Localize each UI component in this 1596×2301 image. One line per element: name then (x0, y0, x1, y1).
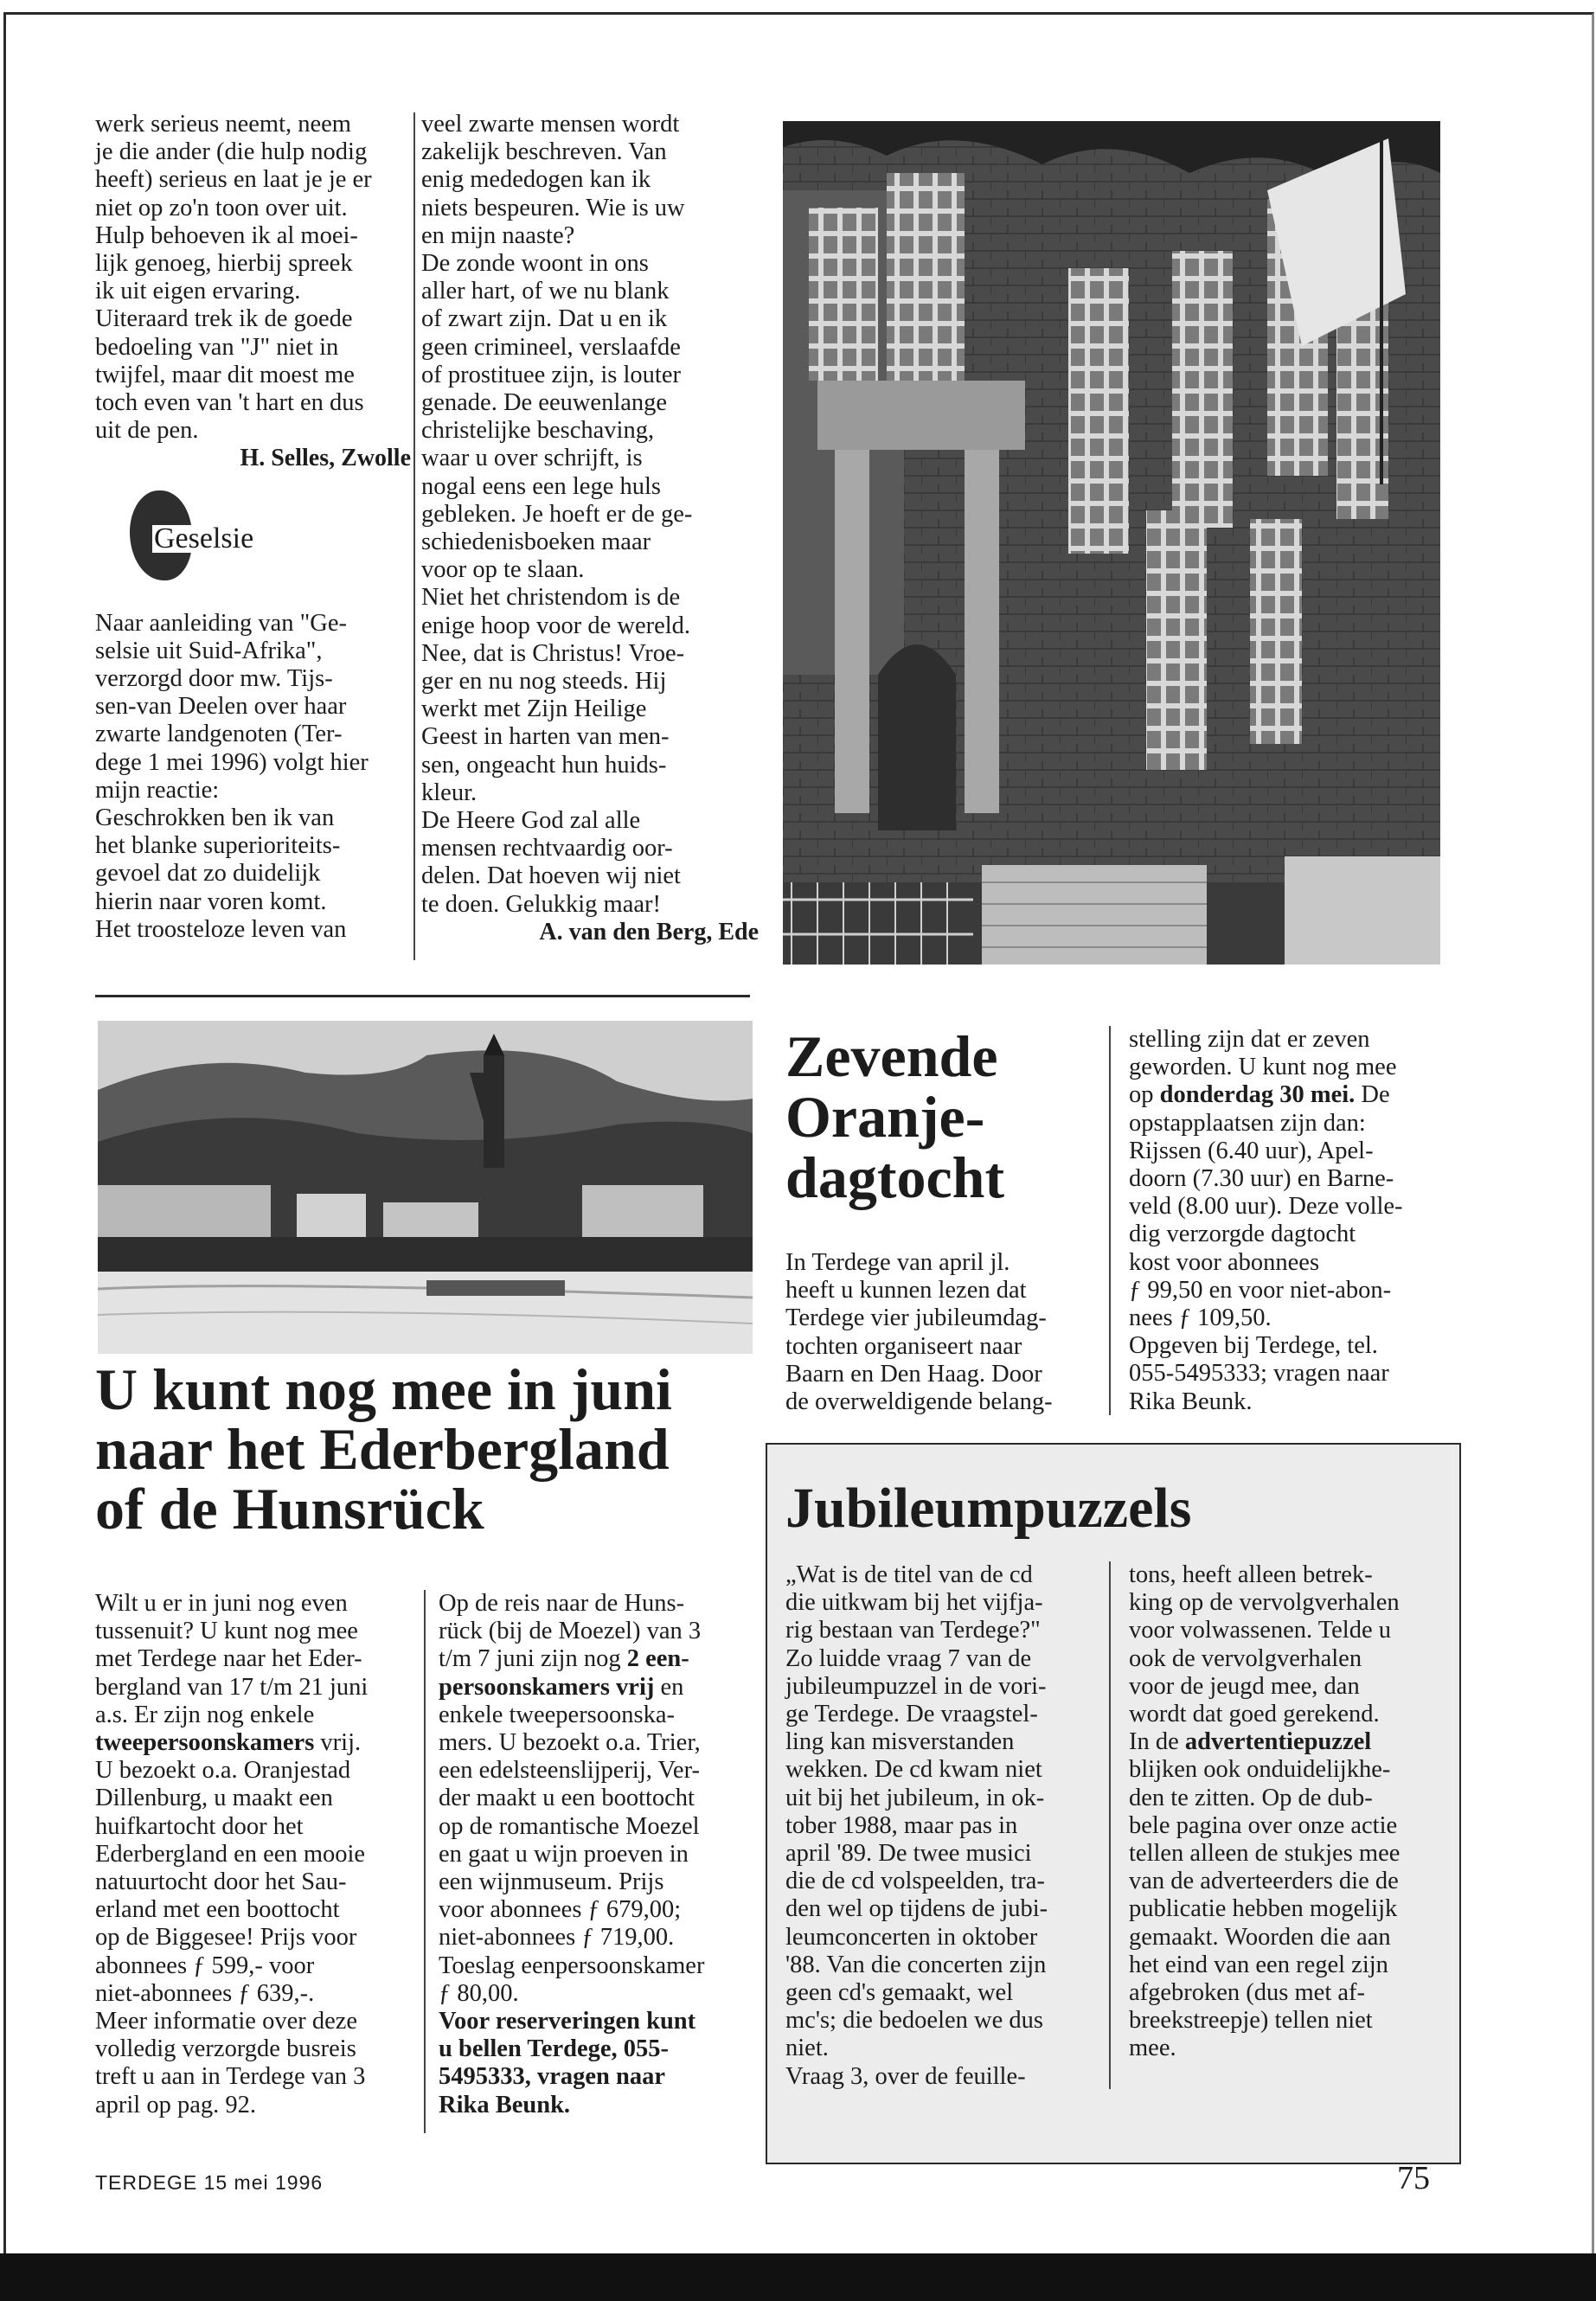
puzzels-column-2: tons, heeft alleen betrek- king op de vervolgverhalen voor volwassenen. Telde u ook de vervolgverhalen voor de jeugd mee, dan wordt dat goed gerekend. In de advertentiepuzzel blijken ook onduidelijkhe- den te zitten. Op de dub- bele pagina over onze actie tellen alleen de stukjes mee van de adverteerders die de publicatie hebben mogelijk gemaakt. Woorden die aan het eind van een regel zijn afgebroken (dus met af- breekstreepje) tellen niet mee. (1129, 1561, 1401, 2062)
zevende-column-1: In Terdege van april jl. heeft u kunnen lezen dat Terdege vier jubileumdag- tochten organiseert naar Baarn en Den Haag. Door de overweldigende belang- (785, 1249, 1053, 1416)
puzzels-title: Jubileumpuzzels (785, 1477, 1192, 1540)
letter-1-signature: H. Selles, Zwolle (240, 445, 411, 472)
geselsie-body: Naar aanleiding van "Ge- selsie uit Suid-Afrika", verzorgd door mw. Tijs- sen-van Deelen over haar zwarte landgenoten (Ter- dege 1 mei 1996) volgt hier mijn reactie: Geschrokken ben ik van het blanke superioriteits- gevoel dat zo duidelijk hierin naar voren komt. Het troosteloze leven van (95, 609, 369, 943)
puzzels-column-1: „Wat is de titel van de cd die uitkwam bij het vijfja- rig bestaan van Terdege?" Zo luidde vraag 7 van de jubileumpuzzel in de vori- ge Terdege. De vraagstel- ling kan misverstanden wekken. De cd kwam niet uit bij het jubileum, in ok- tober 1988, maar pas in april '89. De twee musici die de cd volspeelden, tra- den wel op tijdens de jubi- leumconcerten in oktober '88. Van die concerten zijn geen cd's gemaakt, wel mc's; die bedoelen we dus niet. Vraag 3, over de feuille- (785, 1561, 1048, 2090)
rivertown-photo (98, 1021, 753, 1354)
trip-column-2: Op de reis naar de Huns- rück (bij de Moezel) van 3 t/m 7 juni zijn nog 2 een- persoonskamers vrij en enkele tweepersoonska- mers. U bezoekt o.a. Trier, een edelsteenslijperij, Ver- der maakt u een boottocht op de romantische Moezel en gaat u wijn proeven in een wijnmuseum. Prijs voor abonnees ƒ 679,00; niet-abonnees ƒ 719,00. Toeslag eenpersoonskamer ƒ 80,00. Voor reserveringen kunt u bellen Terdege, 055- 5495333, vragen naar Rika Beunk. (439, 1590, 705, 2118)
zevende-title: Zevende Oranje- dagtocht (785, 1023, 1005, 1210)
zevende-column-2: stelling zijn dat er zeven geworden. U kunt nog mee op donderdag 30 mei. De opstapplaatsen zijn dan: Rijssen (6.40 uur), Apel- doorn (7.30 uur) en Barne- veld (8.00 uur). Deze volle- dig verzorgde dagtocht kost voor abonnees ƒ 99,50 en voor niet-abon- nees ƒ 109,50. Opgeven bij Terdege, tel. 055-5495333; vragen naar Rika Beunk. (1129, 1026, 1403, 1415)
column-divider (424, 1590, 426, 2133)
letter-column-1 (95, 111, 411, 944)
letter-column-2 (421, 111, 759, 946)
column-divider (1109, 1026, 1111, 1415)
column-divider (1109, 1561, 1111, 2089)
column-divider (413, 112, 415, 960)
letter-2-body: veel zwarte mensen wordt zakelijk beschreven. Van enig mededogen kan ik niets bespeuren. Wie is uw en mijn naaste? De zonde woont in ons aller hart, of we nu blank of zwart zijn. Dat u en ik geen crimineel, verslaafde of prostituee zijn, is louter genade. De eeuwenlange christelijke beschaving, waar u over schrijft, is nogal eens een lege huls gebleken. Je hoeft er de ge- schiedenisboeken maar voor op te slaan. Niet het christendom is de enige hoop voor de wereld. Nee, dat is Christus! Vroe- ger en nu nog steeds. Hij werkt met Zijn Heilige Geest in harten van men- sen, ongeacht hun huids- kleur. De Heere God zal alle mensen rechtvaardig oor- delen. Dat hoeven wij niet te doen. Gelukkig maar! (421, 111, 693, 918)
letter-2-signature: A. van den Berg, Ede (539, 918, 759, 945)
scan-edge-bar (0, 2253, 1596, 2301)
geselsie-heading (95, 484, 411, 587)
page-number: 75 (1397, 2160, 1430, 2196)
trip-headline: U kunt nog mee in juni naar het Ederbergland of de Hunsrück (95, 1356, 672, 1541)
trip-column-1: Wilt u er in juni nog even tussenuit? U kunt nog mee met Terdege naar het Eder- bergland van 17 t/m 21 juni a.s. Er zijn nog enkele tweepersoonskamers vrij. U bezoekt o.a. Oranjestad Dillenburg, u maakt een huifkartocht door het Ederbergland en een mooie natuurtocht door het Sau- erland met een boottocht op de Biggesee! Prijs voor abonnees ƒ 599,- voor niet-abonnees ƒ 639,-. Meer informatie over deze volledig verzorgde busreis treft u aan in Terdege van 3 april op pag. 92. (95, 1590, 369, 2118)
building-photo (783, 121, 1440, 965)
letter-1-body: werk serieus neemt, neem je die ander (die hulp nodig heeft) serieus en laat je je er niet op zo'n toon over uit. Hulp behoeven ik al moei- lijk genoeg, hierbij spreek ik uit eigen ervaring. Uiteraard trek ik de goede bedoeling van "J" niet in twijfel, maar dit moest me toch even van 't hart en dus uit de pen. (95, 111, 372, 445)
footer-issue: TERDEGE 15 mei 1996 (95, 2171, 324, 2194)
geselsie-heading-text: Geselsie (152, 525, 257, 553)
section-divider (95, 995, 750, 997)
